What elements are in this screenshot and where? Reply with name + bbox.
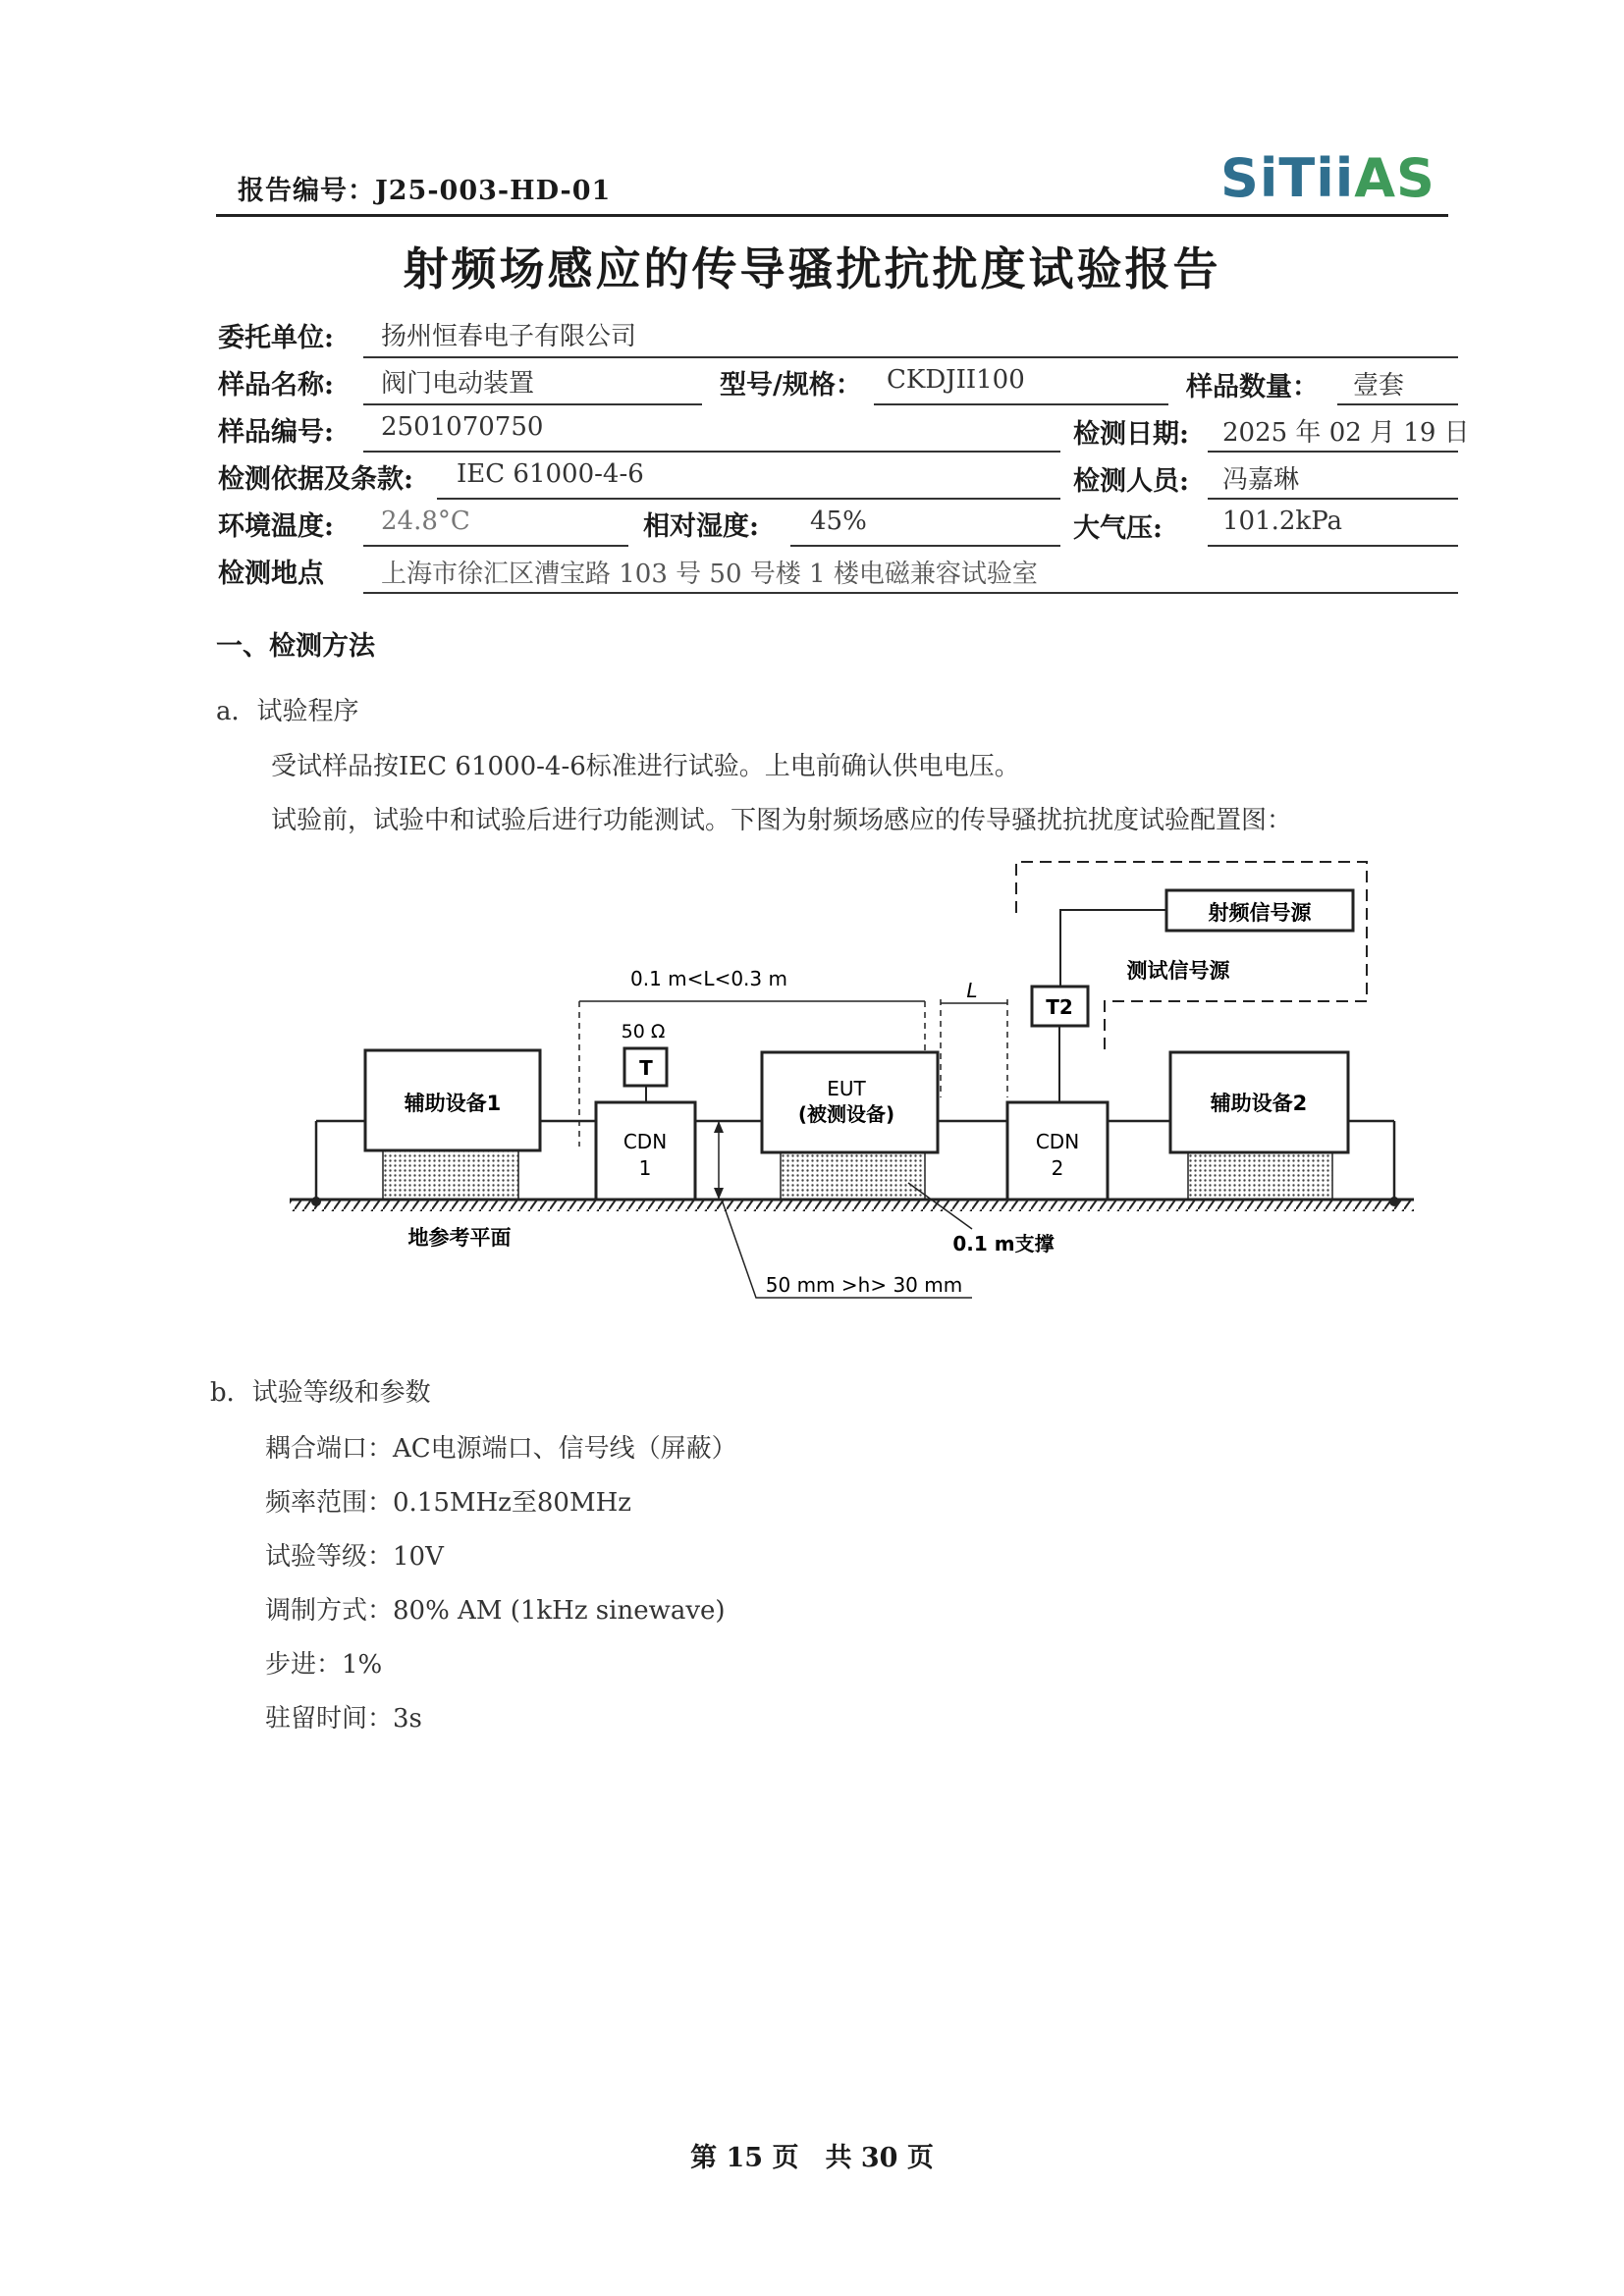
basis-value: IEC 61000-4-6	[457, 459, 644, 489]
location-value: 上海市徐汇区漕宝路 103 号 50 号楼 1 楼电磁兼容试验室	[381, 560, 1038, 589]
eut-label-b: (被测设备)	[797, 1102, 895, 1126]
cdn2-label-b: 2	[1051, 1156, 1064, 1180]
ohm-label: 50 Ω	[621, 1021, 666, 1042]
temp-value: 24.8°C	[381, 507, 470, 536]
model-value: CKDJII100	[887, 365, 1025, 395]
l-mark: L	[966, 979, 978, 1002]
basis-label: 检测依据及条款:	[218, 464, 413, 495]
pressure-value: 101.2kPa	[1222, 507, 1343, 536]
temp-label: 环境温度:	[218, 511, 334, 542]
model-label: 型号/规格：	[720, 370, 862, 400]
h-arrow-top	[714, 1121, 724, 1133]
ground-end-left	[311, 1197, 321, 1206]
humidity-value: 45%	[810, 507, 867, 536]
aux1-support	[383, 1150, 518, 1200]
qty-label: 样品数量：	[1186, 372, 1319, 402]
param-modulation: 调制方式：80% AM (1kHz sinewave)	[265, 1596, 726, 1626]
param-coupling: 耦合端口：AC电源端口、信号线（屏蔽）	[265, 1434, 737, 1464]
report-title: 射频场感应的传导骚扰抗扰度试验报告	[403, 242, 1221, 295]
ground-label: 地参考平面	[407, 1226, 512, 1250]
param-step: 步进：1%	[265, 1650, 383, 1680]
param-frequency: 频率范围：0.15MHz至80MHz	[265, 1488, 631, 1518]
tester-value: 冯嘉琳	[1222, 465, 1300, 495]
client-value: 扬州恒春电子有限公司	[381, 322, 637, 351]
param-dwell: 驻留时间：3s	[265, 1704, 422, 1734]
tester-label: 检测人员:	[1073, 466, 1189, 497]
date-value: 2025 年 02 月 19 日	[1222, 418, 1470, 448]
humidity-label: 相对湿度:	[643, 511, 759, 542]
ground-end-right	[1389, 1197, 1399, 1206]
h-arrow-bottom	[714, 1188, 724, 1200]
date-label: 检测日期:	[1073, 419, 1189, 450]
ground-plane	[290, 1200, 1414, 1211]
section-heading-method: 一、检测方法	[216, 631, 375, 662]
subheading-procedure: a．试验程序	[216, 697, 359, 726]
aux2-label: 辅助设备2	[1210, 1092, 1308, 1115]
rf-source-label: 射频信号源	[1208, 901, 1312, 925]
param-level: 试验等级：10V	[265, 1542, 444, 1572]
sample-no-value: 2501070750	[381, 412, 544, 442]
sitiias-logo: SiTiiAS	[1220, 147, 1435, 209]
qty-value: 壹套	[1353, 371, 1405, 400]
cdn1-label-b: 1	[638, 1156, 652, 1180]
sample-name-value: 阀门电动装置	[381, 369, 535, 399]
report-number: 报告编号：J25-003-HD-01	[238, 176, 612, 206]
procedure-para-1: 受试样品按IEC 61000-4-6标准进行试验。上电前确认供电电压。	[271, 752, 1020, 781]
test-source-label: 测试信号源	[1126, 959, 1230, 983]
t-label: T	[639, 1056, 653, 1080]
sample-no-label: 样品编号:	[218, 417, 334, 448]
sample-name-label: 样品名称:	[218, 370, 334, 400]
cdn1-label-a: CDN	[623, 1130, 668, 1153]
client-label: 委托单位:	[218, 323, 334, 353]
pressure-label: 大气压:	[1073, 513, 1163, 544]
aux1-label: 辅助设备1	[404, 1092, 502, 1115]
eut-support	[781, 1152, 925, 1200]
distance-label: 0.1 m<L<0.3 m	[630, 967, 787, 990]
procedure-para-2: 试验前，试验中和试验后进行功能测试。下图为射频场感应的传导骚扰抗扰度试验配置图：	[271, 806, 1293, 835]
subheading-parameters: b．试验等级和参数	[210, 1378, 431, 1408]
eut-label-a: EUT	[827, 1077, 866, 1100]
cdn2-label-a: CDN	[1035, 1130, 1080, 1153]
height-label: 50 mm >h> 30 mm	[765, 1273, 963, 1297]
aux2-support	[1188, 1152, 1332, 1200]
location-label: 检测地点	[218, 559, 324, 589]
t2-label: T2	[1046, 995, 1073, 1019]
page-number: 第 15 页 共 30 页	[690, 2143, 934, 2173]
support-label: 0.1 m支撑	[952, 1232, 1055, 1255]
